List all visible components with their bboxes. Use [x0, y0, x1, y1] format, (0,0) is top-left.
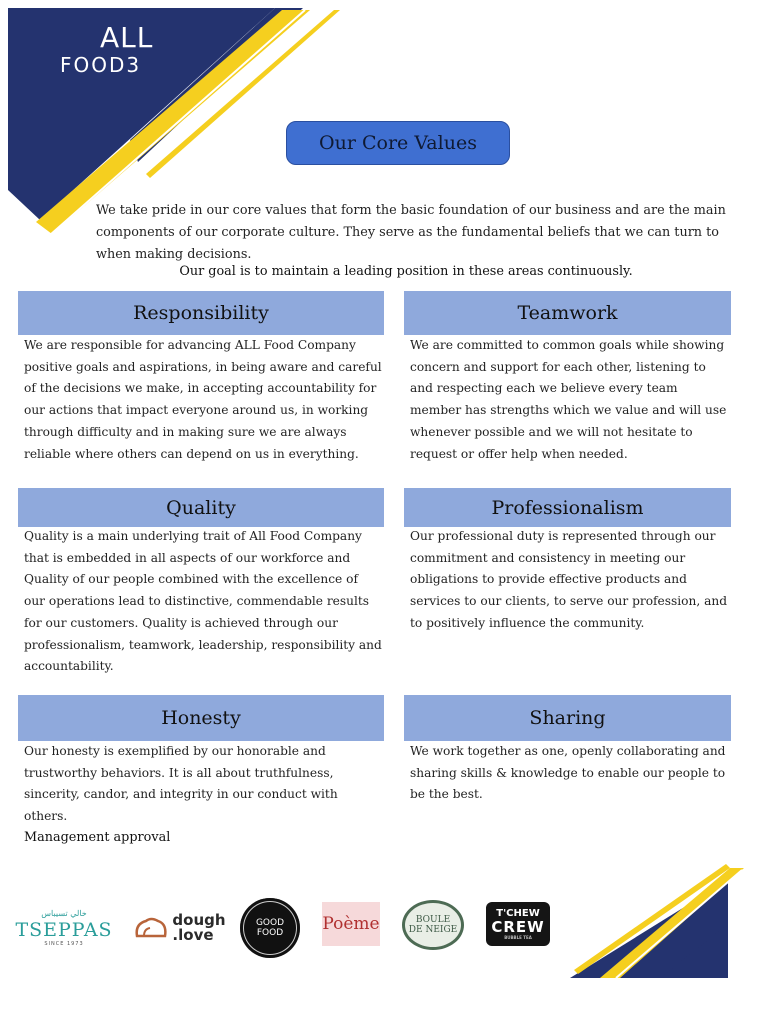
boule-de-neige-logo [402, 900, 464, 950]
poeme-text: Poème [322, 914, 380, 934]
tseppas-logo [16, 906, 112, 950]
value-heading-teamwork: Teamwork [404, 291, 731, 335]
logo-all-text: ALL [100, 21, 154, 54]
tseppas-arabic-text: خالي تسيباس [41, 909, 87, 918]
dough-love-logo [130, 908, 230, 948]
value-body-sharing: We work together as one, openly collaborating and sharing skills & knowledge to enable our people to be the best. [410, 744, 726, 802]
goal-statement: Our goal is to maintain a leading position in these areas continuously. [179, 264, 633, 279]
intro-paragraph: We take pride in our core values that form the basic foundation of our business and are the main components of our corporate culture. They serve as the fundamental beliefs that we can turn to when making decisions. [96, 203, 726, 262]
value-body-teamwork: We are committed to common goals while showing concern and support for each other, listening to and respecting each we believe every team member has strengths which we value and will use whenever possible and we will not hesitate to request or offer help when needed. [410, 338, 727, 461]
dough-bread-icon [134, 916, 168, 940]
tseppas-name: TSEPPAS [15, 919, 113, 941]
value-body-quality: Quality is a main underlying trait of All Food Company that is embedded in all aspects of our workforce and Quality of our people combined with the excellence of our operations lead to distinctive, commendable results for our customers. Quality is achieved through our professionalism, teamwork, leadership, responsibility and accountability. [24, 529, 382, 674]
good-text: GOOD [255, 918, 285, 928]
bubble-tea-text: BUBBLE TEA [504, 935, 532, 940]
value-body-professionalism: Our professional duty is represented through our commitment and consistency in meeting our obligations to provide effective products and services to our clients, to serve our profession, and to positively influence the community. [410, 529, 728, 630]
management-approval-label: Management approval [24, 830, 171, 845]
value-heading-responsibility: Responsibility [18, 291, 384, 335]
value-body-honesty: Our honesty is exemplified by our honorable and trustworthy behaviors. It is all about truthfulness, sincerity, candor, and integrity in our conduct with others. [24, 744, 338, 824]
de-neige-text: DE NEIGE [408, 925, 458, 935]
value-heading-honesty: Honesty [18, 695, 384, 741]
logo-foods-text: FOOD3 [60, 53, 142, 77]
value-heading-quality: Quality [18, 488, 384, 527]
tchew-crew-logo [486, 902, 550, 946]
value-heading-sharing: Sharing [404, 695, 731, 741]
love-text: .love [172, 926, 214, 944]
dough-text: dough [172, 911, 226, 929]
tseppas-since: SINCE 1973 [44, 941, 84, 947]
value-heading-professionalism: Professionalism [404, 488, 731, 527]
good-food-logo [240, 898, 300, 958]
boule-text: BOULE [415, 915, 451, 925]
poeme-logo [322, 902, 380, 946]
crew-text: CREW [491, 918, 545, 936]
page-title: Our Core Values [286, 121, 510, 165]
corner-decoration-bottom-right [560, 860, 768, 984]
tchew-text: T'CHEW [496, 908, 540, 919]
food-text: FOOD [256, 928, 284, 938]
value-body-responsibility: We are responsible for advancing ALL Food Company positive goals and aspirations, in being aware and careful of the decisions we make, in accepting accountability for our actions that impact everyone around us, in working through difficulty and in making sure we are always reliable where others can depend on us in everything. [24, 338, 382, 461]
